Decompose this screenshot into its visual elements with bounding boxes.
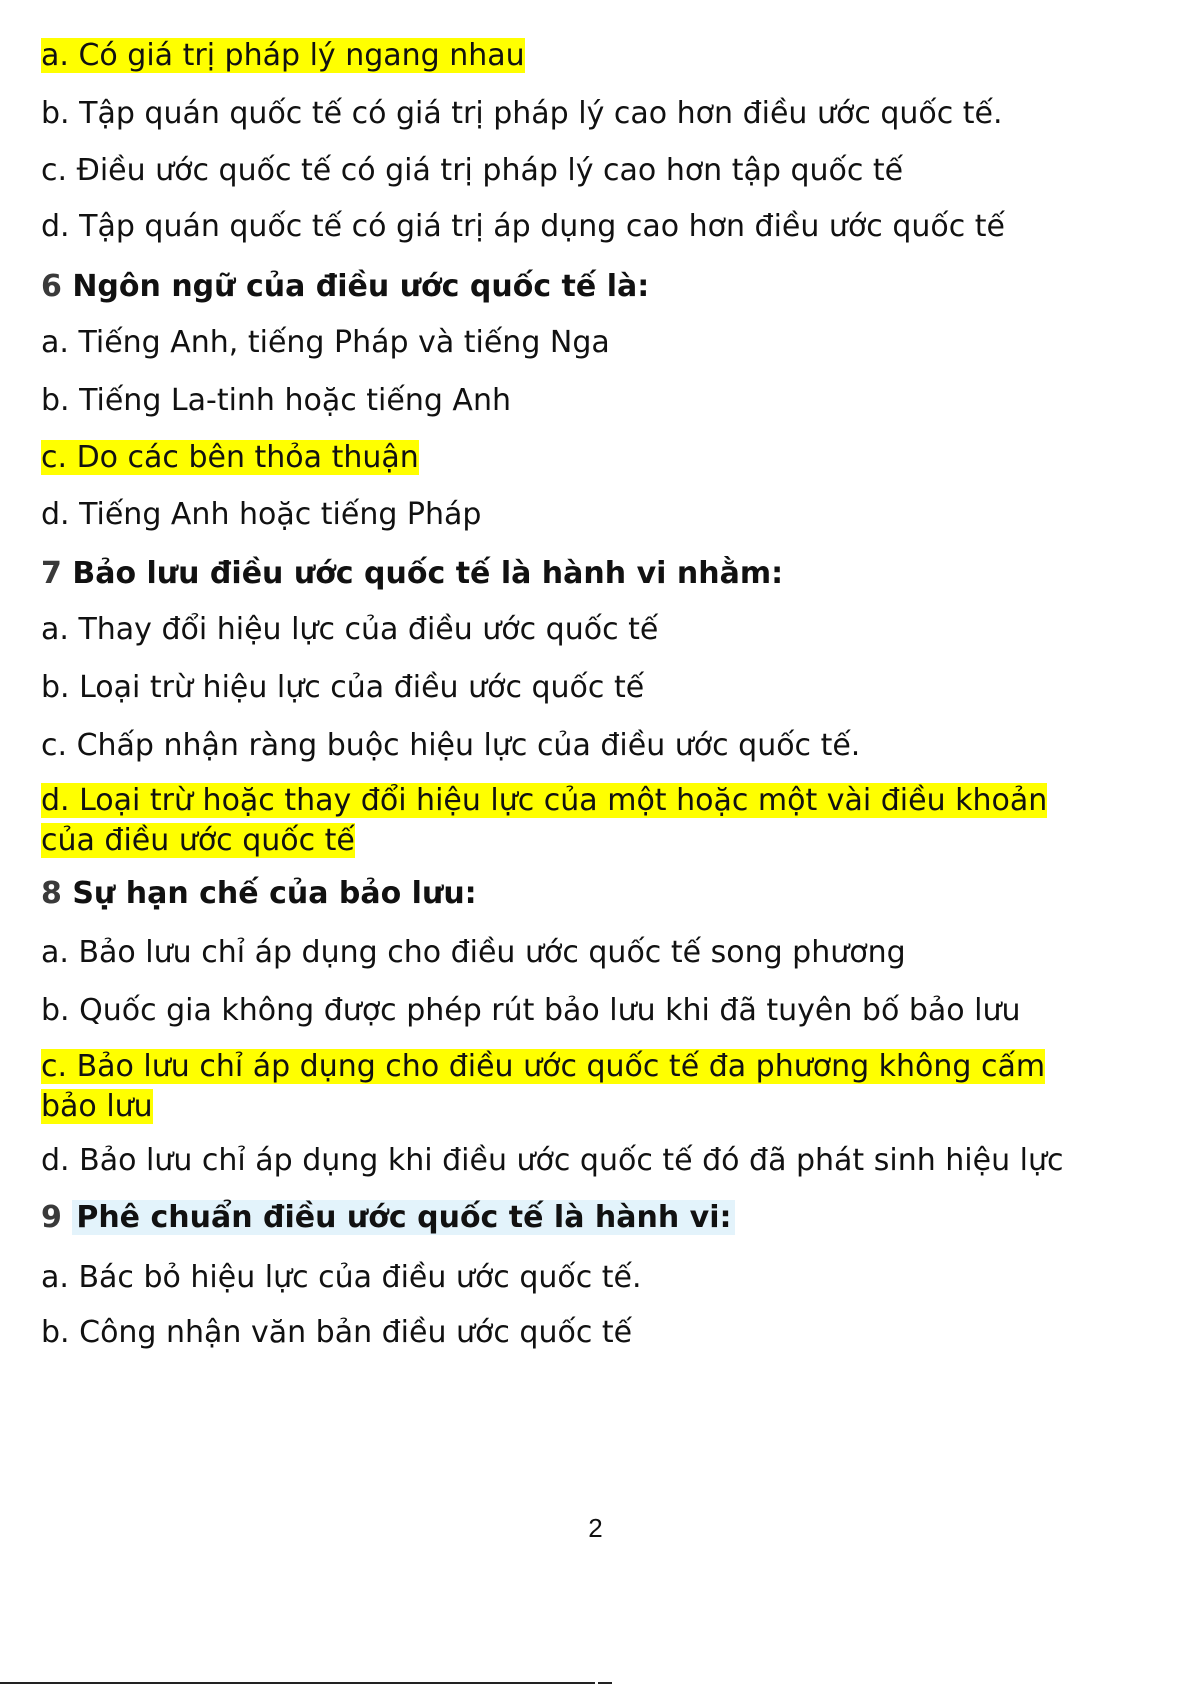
q6-number: 6 — [41, 269, 62, 304]
page-bottom-rule-segment — [598, 1682, 612, 1684]
page-bottom-rule — [0, 1682, 595, 1684]
q6-heading — [41, 267, 649, 307]
q8-option-c — [41, 1047, 1091, 1127]
q6-option-d: d. Tiếng Anh hoặc tiếng Pháp — [41, 497, 482, 532]
q6-text: Ngôn ngữ của điều ước quốc tế là: — [72, 269, 650, 304]
q8-heading — [41, 874, 477, 914]
q7-option-c: c. Chấp nhận ràng buộc hiệu lực của điều ước quốc tế. — [41, 728, 861, 763]
q7-option-a: a. Thay đổi hiệu lực của điều ước quốc tế — [41, 612, 659, 647]
q8-number: 8 — [41, 876, 62, 911]
page-number: 2 — [588, 1513, 603, 1543]
q9-option-b: b. Công nhận văn bản điều ước quốc tế — [41, 1315, 633, 1350]
q7-option-b: b. Loại trừ hiệu lực của điều ước quốc tế — [41, 670, 645, 705]
q7-option-d — [41, 781, 1091, 861]
q6-option-c-text: c. Do các bên thỏa thuận — [41, 440, 419, 475]
q9-text: Phê chuẩn điều ước quốc tế là hành vi: — [72, 1200, 735, 1235]
q5-option-b: b. Tập quán quốc tế có giá trị pháp lý cao hơn điều ước quốc tế. — [41, 96, 1003, 131]
q8-option-c-text: c. Bảo lưu chỉ áp dụng cho điều ước quốc tế đa phương không cấm bảo lưu — [41, 1049, 1046, 1124]
q9-option-a: a. Bác bỏ hiệu lực của điều ước quốc tế. — [41, 1260, 642, 1295]
q9-heading — [41, 1198, 735, 1238]
q5-option-c: c. Điều ước quốc tế có giá trị pháp lý cao hơn tập quốc tế — [41, 153, 904, 188]
q7-option-d-text: d. Loại trừ hoặc thay đổi hiệu lực của một hoặc một vài điều khoản của điều ước quốc tế — [41, 783, 1048, 858]
q7-text: Bảo lưu điều ước quốc tế là hành vi nhằm: — [72, 556, 784, 591]
q8-option-a: a. Bảo lưu chỉ áp dụng cho điều ước quốc tế song phương — [41, 935, 906, 970]
q9-number: 9 — [41, 1200, 62, 1235]
q7-number: 7 — [41, 556, 62, 591]
q6-option-a: a. Tiếng Anh, tiếng Pháp và tiếng Nga — [41, 325, 610, 360]
q7-heading — [41, 554, 783, 594]
q5-option-d: d. Tập quán quốc tế có giá trị áp dụng cao hơn điều ước quốc tế — [41, 209, 1005, 244]
q5-option-a — [41, 36, 525, 76]
q8-option-d: d. Bảo lưu chỉ áp dụng khi điều ước quốc tế đó đã phát sinh hiệu lực — [41, 1143, 1064, 1178]
q6-option-c — [41, 438, 419, 478]
q5-option-a-text: a. Có giá trị pháp lý ngang nhau — [41, 38, 525, 73]
q8-option-b: b. Quốc gia không được phép rút bảo lưu khi đã tuyên bố bảo lưu — [41, 993, 1021, 1028]
q6-option-b: b. Tiếng La-tinh hoặc tiếng Anh — [41, 383, 511, 418]
q8-text: Sự hạn chế của bảo lưu: — [72, 876, 477, 911]
